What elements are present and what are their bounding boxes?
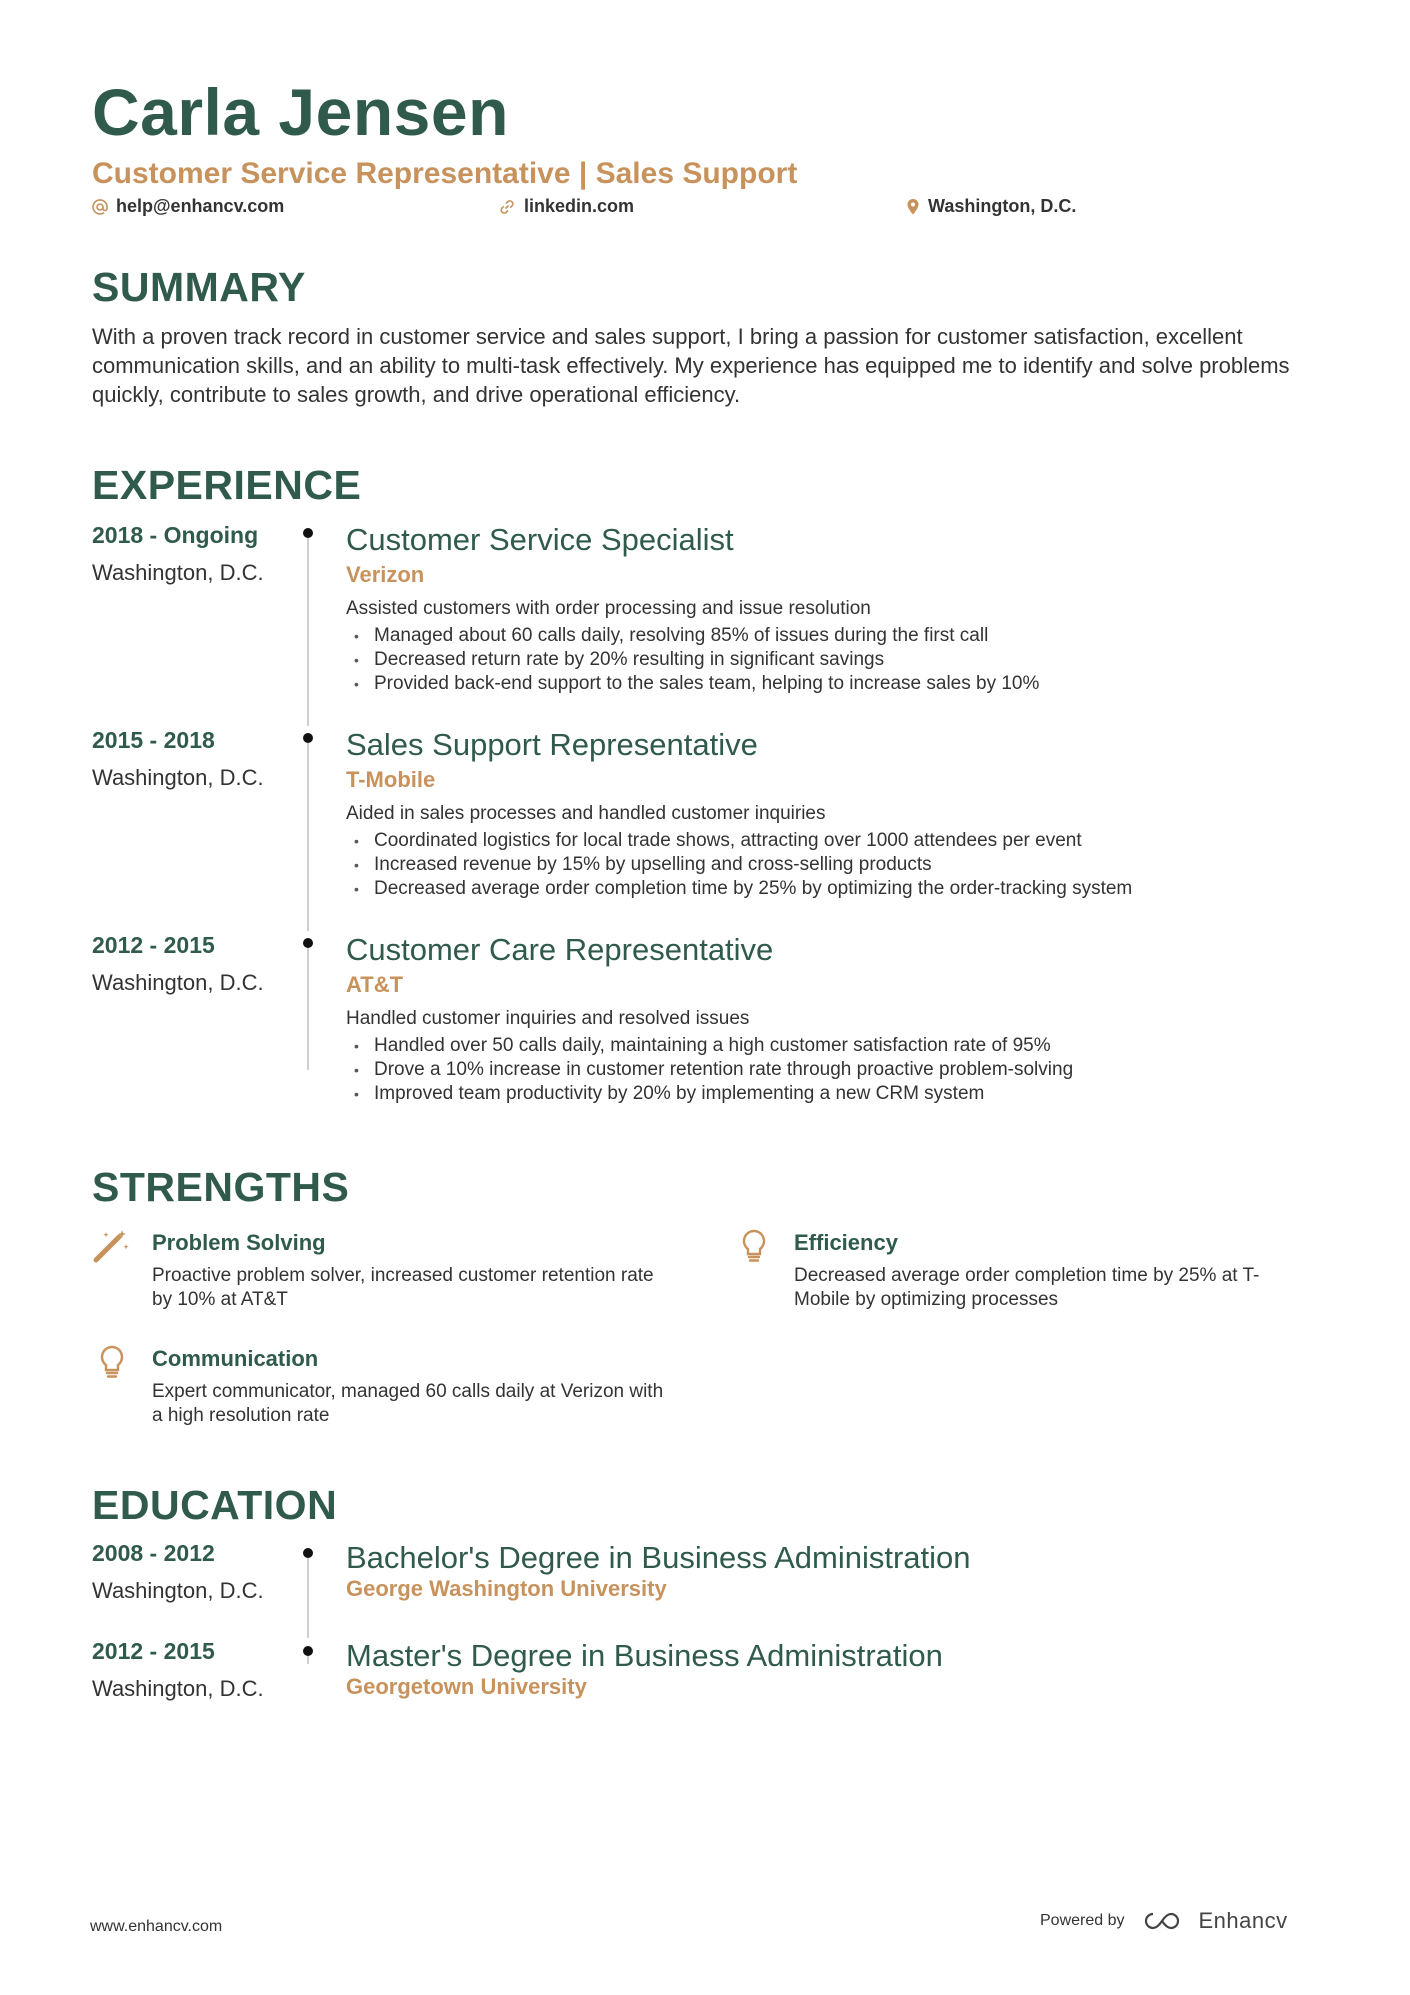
achievement-item: • Decreased return rate by 20% resulting in significant savings — [346, 648, 1322, 672]
timeline-line — [307, 948, 309, 1070]
at-sign-icon — [92, 199, 108, 215]
timeline-line — [307, 1558, 309, 1638]
experience-body — [346, 520, 1322, 696]
achievement-item: • Managed about 60 calls daily, resolving 85% of issues during the first call — [346, 624, 1322, 648]
experience-meta — [92, 930, 282, 998]
education-body — [346, 1636, 1322, 1702]
achievement-item: • Handled over 50 calls daily, maintaining a high customer satisfaction rate of 95% — [346, 1034, 1322, 1058]
timeline-dot — [303, 938, 313, 948]
magic-wand-icon — [92, 1226, 132, 1266]
company-name: T-Mobile — [346, 767, 436, 792]
brand-name: Enhancv — [1198, 1908, 1288, 1933]
school-name: George Washington University — [346, 1576, 667, 1601]
summary-section — [92, 262, 1322, 409]
experience-date: 2015 - 2018 — [92, 727, 215, 753]
contact-linkedin[interactable] — [498, 196, 634, 217]
experience-body — [346, 725, 1322, 901]
achievement-item: • Improved team productivity by 20% by implementing a new CRM system — [346, 1082, 1322, 1106]
timeline-line — [307, 538, 309, 726]
experience-item — [92, 725, 1322, 930]
timeline-line — [307, 743, 309, 931]
timeline-dot — [303, 528, 313, 538]
footer-website[interactable]: www.enhancv.com — [90, 1918, 223, 1935]
lightbulb-icon — [92, 1342, 132, 1382]
timeline-dot — [303, 1646, 313, 1656]
timeline-dot — [303, 1548, 313, 1558]
location-pin-icon — [906, 198, 920, 216]
experience-date: 2018 - Ongoing — [92, 522, 259, 548]
experience-item — [92, 520, 1322, 725]
education-location: Washington, D.C. — [92, 1578, 264, 1603]
education-item — [92, 1636, 1322, 1708]
company-name: Verizon — [346, 562, 425, 587]
contact-email[interactable] — [92, 196, 284, 217]
company-name: AT&T — [346, 972, 404, 997]
achievement-item: • Decreased average order completion time by 25% by optimizing the order-tracking system — [346, 877, 1322, 901]
candidate-name: Carla Jensen — [92, 75, 509, 149]
achievement-list — [346, 1034, 1322, 1106]
education-meta — [92, 1538, 282, 1606]
contact-location — [906, 196, 1076, 217]
strength-title: Communication — [152, 1346, 319, 1371]
education-body — [346, 1538, 1322, 1604]
link-icon — [498, 198, 516, 216]
timeline-line — [307, 1656, 309, 1664]
strength-title: Problem Solving — [152, 1230, 326, 1255]
lightbulb-icon — [734, 1226, 774, 1266]
achievement-list — [346, 624, 1322, 696]
resume-page — [92, 70, 1322, 226]
job-title: Customer Service Specialist — [346, 522, 734, 557]
linkedin-text: linkedin.com — [524, 196, 635, 216]
degree-title: Bachelor's Degree in Business Administration — [346, 1540, 971, 1575]
experience-location: Washington, D.C. — [92, 560, 264, 585]
experience-body — [346, 930, 1322, 1106]
email-text: help@enhancv.com — [116, 196, 285, 216]
candidate-role: Customer Service Representative | Sales Support — [92, 157, 798, 190]
job-description: Aided in sales processes and handled customer inquiries — [346, 803, 826, 824]
strength-description: Decreased average order completion time by 25% at T-Mobile by optimizing processes — [794, 1265, 1260, 1310]
achievement-item: • Provided back-end support to the sales team, helping to increase sales by 10% — [346, 672, 1322, 696]
location-text: Washington, D.C. — [928, 196, 1077, 216]
experience-meta — [92, 725, 282, 793]
achievement-list — [346, 829, 1322, 901]
enhancv-logo-icon — [1139, 1909, 1185, 1933]
experience-section — [92, 460, 1322, 510]
job-description: Assisted customers with order processing and issue resolution — [346, 598, 871, 619]
experience-location: Washington, D.C. — [92, 970, 264, 995]
education-item — [92, 1538, 1322, 1636]
powered-by-label: Powered by — [1040, 1912, 1125, 1929]
strength-description: Expert communicator, managed 60 calls daily at Verizon with a high resolution rate — [152, 1381, 664, 1426]
education-timeline — [92, 1538, 1322, 1708]
strengths-section — [92, 1162, 1322, 1212]
education-meta — [92, 1636, 282, 1704]
experience-date: 2012 - 2015 — [92, 932, 215, 958]
job-description: Handled customer inquiries and resolved issues — [346, 1008, 750, 1029]
experience-timeline — [92, 520, 1322, 1104]
education-section — [92, 1480, 1322, 1530]
job-title: Customer Care Representative — [346, 932, 774, 967]
strength-description: Proactive problem solver, increased customer retention rate by 10% at AT&T — [152, 1265, 654, 1310]
experience-meta — [92, 520, 282, 588]
job-title: Sales Support Representative — [346, 727, 758, 762]
experience-heading: EXPERIENCE — [92, 462, 362, 508]
contact-row — [92, 196, 1322, 226]
experience-item — [92, 930, 1322, 1104]
timeline-dot — [303, 733, 313, 743]
achievement-item: • Coordinated logistics for local trade shows, attracting over 1000 attendees per event — [346, 829, 1322, 853]
school-name: Georgetown University — [346, 1674, 587, 1699]
experience-location: Washington, D.C. — [92, 765, 264, 790]
strengths-heading: STRENGTHS — [92, 1164, 350, 1210]
education-date: 2008 - 2012 — [92, 1540, 215, 1566]
education-heading: EDUCATION — [92, 1482, 338, 1528]
strengths-grid — [92, 1226, 1322, 1426]
education-date: 2012 - 2015 — [92, 1638, 215, 1664]
summary-text: With a proven track record in customer service and sales support, I bring a passion for customer satisfaction, excellent communication skills, and an ability to multi-task effectively. My experience has equipped me to identify and solve problems quickly, contribute to sales growth, and drive operational efficiency. — [92, 324, 1290, 407]
footer-brand[interactable] — [1040, 1908, 1288, 1934]
achievement-item: • Drove a 10% increase in customer retention rate through proactive problem-solving — [346, 1058, 1322, 1082]
achievement-item: • Increased revenue by 15% by upselling and cross-selling products — [346, 853, 1322, 877]
strength-title: Efficiency — [794, 1230, 898, 1255]
summary-heading: SUMMARY — [92, 264, 306, 310]
degree-title: Master's Degree in Business Administration — [346, 1638, 943, 1673]
education-location: Washington, D.C. — [92, 1676, 264, 1701]
